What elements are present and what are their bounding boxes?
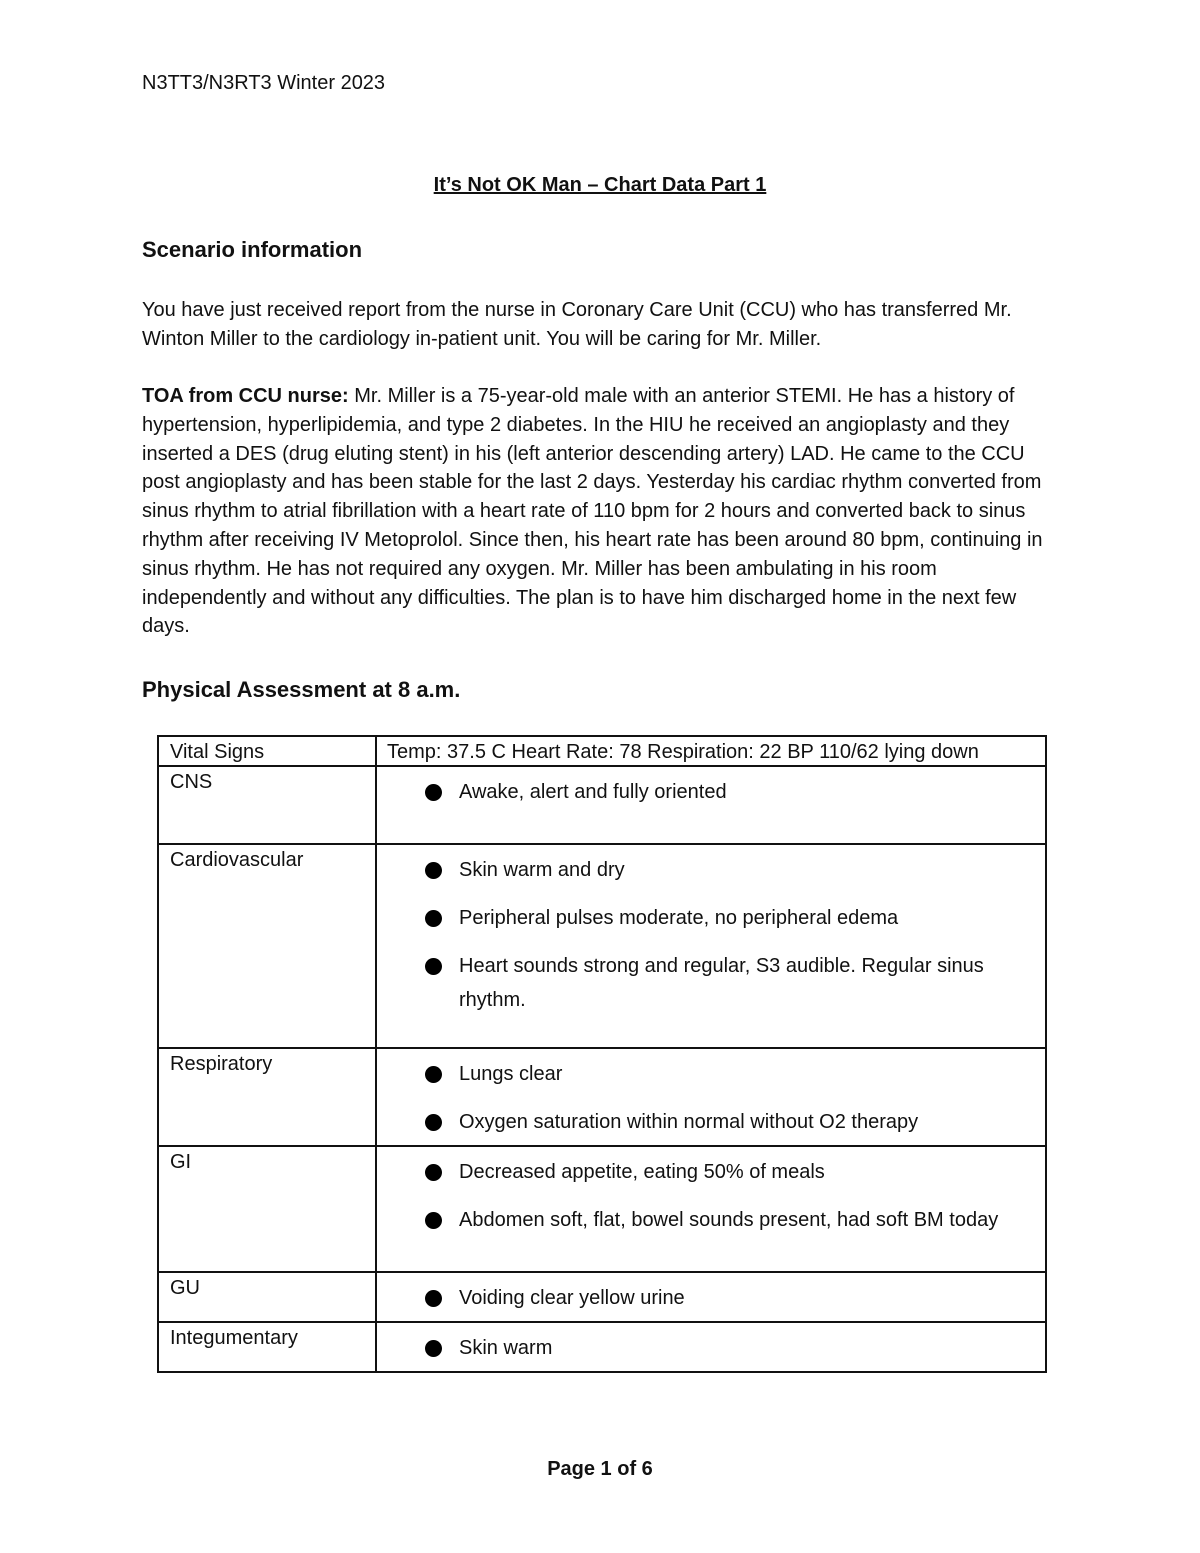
system-name: GI bbox=[158, 1146, 376, 1272]
bullet-icon bbox=[425, 1212, 442, 1229]
findings-list bbox=[377, 1057, 1045, 1139]
system-row-cardiovascular bbox=[158, 844, 1046, 1048]
toa-label: TOA from CCU nurse: bbox=[142, 385, 349, 407]
vitals-value: Temp: 37.5 C Heart Rate: 78 Respiration: 22 BP 110/62 lying down bbox=[376, 736, 1046, 766]
bullet-icon bbox=[425, 910, 442, 927]
assessment-table bbox=[157, 735, 1047, 1373]
system-row-gi bbox=[158, 1146, 1046, 1272]
bullet-icon bbox=[425, 958, 442, 975]
finding-item: Skin warm bbox=[377, 1331, 1045, 1365]
system-name: Integumentary bbox=[158, 1322, 376, 1372]
finding-item: Skin warm and dry bbox=[377, 853, 1045, 887]
toa-paragraph bbox=[142, 382, 1062, 641]
document-title: It’s Not OK Man – Chart Data Part 1 bbox=[433, 174, 767, 196]
bullet-icon bbox=[425, 1340, 442, 1357]
system-row-respiratory bbox=[158, 1048, 1046, 1146]
system-name: Respiratory bbox=[158, 1048, 376, 1146]
finding-item: Heart sounds strong and regular, S3 audible. Regular sinus rhythm. bbox=[377, 949, 1045, 1017]
bullet-icon bbox=[425, 1066, 442, 1083]
bullet-icon bbox=[425, 862, 442, 879]
course-header: N3TT3/N3RT3 Winter 2023 bbox=[142, 72, 386, 94]
page-number: Page 1 of 6 bbox=[547, 1458, 653, 1480]
system-name: GU bbox=[158, 1272, 376, 1322]
system-row-cns bbox=[158, 766, 1046, 844]
findings-list bbox=[377, 1155, 1045, 1237]
findings-list bbox=[377, 853, 1045, 1017]
finding-item: Decreased appetite, eating 50% of meals bbox=[377, 1155, 1045, 1189]
system-row-gu bbox=[158, 1272, 1046, 1322]
vitals-row bbox=[158, 736, 1046, 766]
finding-item: Lungs clear bbox=[377, 1057, 1045, 1091]
bullet-icon bbox=[425, 1164, 442, 1181]
toa-text: Mr. Miller is a 75-year-old male with an anterior STEMI. He has a history of hypertension, hyperlipidemia, and type 2 diabetes. In the HIU he received an angioplasty and they inserted a DES (drug eluting stent) in his (left anterior descending artery) LAD. He came to the CCU post angioplasty and has been stable for the last 2 days. Yesterday his cardiac rhythm converted from sinus rhythm to atrial fibrillation with a heart rate of 110 bpm for 2 hours and converted back to sinus rhythm after receiving IV Metoprolol. Since then, his heart rate has been around 80 bpm, continuing in sinus rhythm. He has not required any oxygen. Mr. Miller has been ambulating in his room independently and without any difficulties. The plan is to have him discharged home in the next few days. bbox=[142, 385, 1043, 638]
system-name: CNS bbox=[158, 766, 376, 844]
finding-item: Oxygen saturation within normal without O2 therapy bbox=[377, 1105, 1045, 1139]
finding-item: Peripheral pulses moderate, no peripheral edema bbox=[377, 901, 1045, 935]
findings-list bbox=[377, 775, 1045, 809]
system-name: Cardiovascular bbox=[158, 844, 376, 1048]
bullet-icon bbox=[425, 784, 442, 801]
findings-list bbox=[377, 1331, 1045, 1365]
findings-list bbox=[377, 1281, 1045, 1315]
assessment-heading: Physical Assessment at 8 a.m. bbox=[142, 677, 461, 702]
bullet-icon bbox=[425, 1290, 442, 1307]
scenario-intro: You have just received report from the nurse in Coronary Care Unit (CCU) who has transferred Mr. Winton Miller to the cardiology in-patient unit. You will be caring for Mr. Miller. bbox=[142, 299, 1012, 350]
finding-item: Abdomen soft, flat, bowel sounds present, had soft BM today bbox=[377, 1203, 1045, 1237]
system-row-integumentary bbox=[158, 1322, 1046, 1372]
finding-item: Awake, alert and fully oriented bbox=[377, 775, 1045, 809]
scenario-heading: Scenario information bbox=[142, 237, 363, 262]
finding-item: Voiding clear yellow urine bbox=[377, 1281, 1045, 1315]
bullet-icon bbox=[425, 1114, 442, 1131]
vitals-label: Vital Signs bbox=[158, 736, 376, 766]
